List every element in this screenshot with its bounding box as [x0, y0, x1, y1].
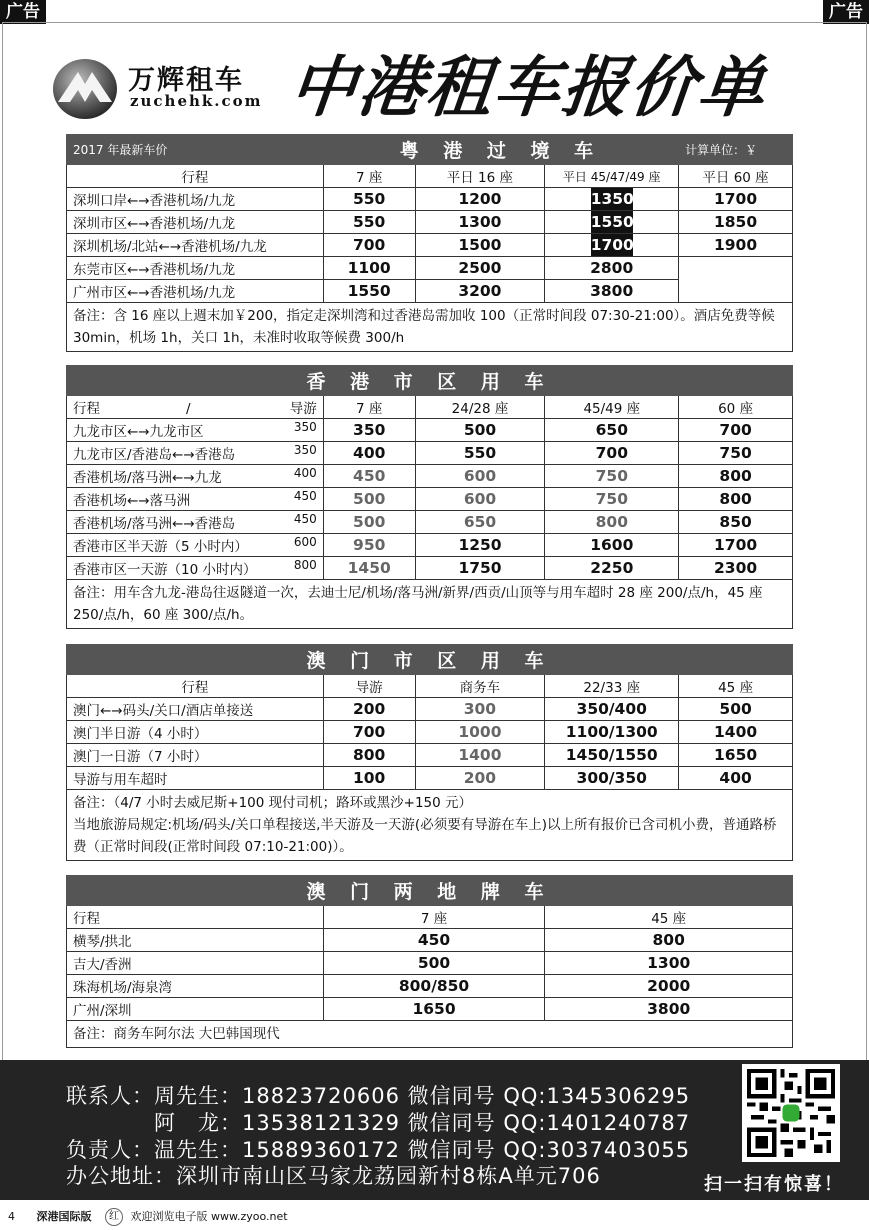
table-row	[67, 257, 793, 280]
table-row	[67, 511, 793, 534]
price-cell: 400	[679, 767, 793, 790]
price-cell: 550	[323, 211, 415, 234]
route-cell: 澳门一日游（7 小时）	[67, 744, 324, 767]
edition-badge-icon: 红	[105, 1208, 123, 1226]
route-cell	[67, 488, 324, 511]
price-cell: 3200	[415, 280, 545, 303]
brand-name: 万辉租车	[128, 65, 244, 96]
price-cell: 2300	[679, 557, 793, 580]
route-cell	[67, 557, 324, 580]
table-row	[67, 698, 793, 721]
route-cell: 导游与用车超时	[67, 767, 324, 790]
col-header: 行程	[67, 165, 324, 188]
scan-prompt: 扫一扫有惊喜！	[704, 1174, 844, 1195]
section-note	[67, 790, 793, 861]
contact-line: 联系人：周先生：18823720606 微信同号 QQ:1345306295	[66, 1084, 691, 1108]
price-cell: 700	[679, 419, 793, 442]
empty-cell	[679, 257, 793, 303]
route-cell: 深圳市区←→香港机场/九龙	[67, 211, 324, 234]
section-year-label: 2017 年最新车价	[67, 135, 324, 165]
table-row	[67, 465, 793, 488]
price-cell: 2500	[415, 257, 545, 280]
route-cell: 广州/深圳	[67, 998, 324, 1021]
price-cell: 2250	[545, 557, 679, 580]
price-cell: 200	[415, 767, 545, 790]
section-title: 香 港 市 区 用 车	[67, 366, 793, 396]
section-note: 备注：含 16 座以上週末加￥200，指定走深圳湾和过香港岛需加收 100（正常时间段 07:30-21:00）。酒店免费等候 30min，机场 1h，关口 1h，未准时收取等候费 300/h	[67, 303, 793, 352]
price-cell: 1100	[323, 257, 415, 280]
table-row	[67, 744, 793, 767]
price-cell: 500	[323, 488, 415, 511]
route-name: 九龙市区/香港岛←→香港岛	[73, 447, 236, 463]
price-cell: 700	[323, 721, 415, 744]
section-note: 备注：用车含九龙-港岛往返隧道一次，去迪士尼/机场/落马洲/新界/西贡/山顶等与用车超时 28 座 200/点/h，45 座 250/点/h，60 座 300/点/h。	[67, 580, 793, 629]
col-header: 24/28 座	[415, 396, 545, 419]
price-cell: 1900	[679, 234, 793, 257]
guide-price: 350	[293, 443, 317, 457]
route-name: 九龙市区←→九龙市区	[73, 424, 204, 440]
price-cell-highlight	[545, 211, 679, 234]
ad-label-left: 广告	[0, 0, 46, 24]
price-cell: 1650	[679, 744, 793, 767]
col-header-route	[67, 396, 324, 419]
price-cell: 1700	[679, 188, 793, 211]
section-title: 澳 门 市 区 用 车	[67, 645, 793, 675]
col-header: 导游	[289, 401, 317, 417]
cross-border-table	[66, 134, 793, 352]
price-cell: 2800	[545, 257, 679, 280]
price-cell: 1500	[415, 234, 545, 257]
table-row	[67, 419, 793, 442]
address-line: 办公地址：深圳市南山区马家龙荔园新村8栋A单元706	[66, 1164, 601, 1188]
price-cell: 1300	[545, 952, 793, 975]
price-value: 1350	[590, 190, 634, 208]
col-header: 商务车	[415, 675, 545, 698]
price-cell: 750	[545, 488, 679, 511]
contact-line: 负责人：温先生：15889360172 微信同号 QQ:3037403055	[66, 1138, 691, 1162]
guide-price: 600	[293, 535, 317, 549]
table-row	[67, 557, 793, 580]
macau-city-table	[66, 644, 793, 861]
section-title: 澳 门 两 地 牌 车	[67, 876, 793, 906]
col-header: 平日 60 座	[679, 165, 793, 188]
col-header: 60 座	[679, 396, 793, 419]
column-headers	[67, 906, 793, 929]
guide-price: 400	[293, 466, 317, 480]
price-cell: 1450	[323, 557, 415, 580]
price-cell: 1300	[415, 211, 545, 234]
price-cell: 800	[679, 465, 793, 488]
price-cell: 750	[679, 442, 793, 465]
price-cell: 1550	[323, 280, 415, 303]
table-row	[67, 488, 793, 511]
table-row	[67, 975, 793, 998]
page-number: 4	[8, 1210, 15, 1223]
route-name: 香港市区一天游（10 小时内）	[73, 562, 257, 578]
price-cell: 450	[323, 465, 415, 488]
col-header: 7 座	[323, 396, 415, 419]
table-row	[67, 721, 793, 744]
hk-city-table	[66, 365, 793, 629]
route-cell	[67, 465, 324, 488]
price-cell: 800/850	[323, 975, 545, 998]
brand-logo-icon	[52, 58, 118, 120]
price-cell: 1100/1300	[545, 721, 679, 744]
column-headers	[67, 396, 793, 419]
price-cell: 1700	[679, 534, 793, 557]
route-cell: 深圳机场/北站←→香港机场/九龙	[67, 234, 324, 257]
route-cell: 深圳口岸←→香港机场/九龙	[67, 188, 324, 211]
col-header: 22/33 座	[545, 675, 679, 698]
price-cell: 350/400	[545, 698, 679, 721]
route-cell: 澳门←→码头/关口/酒店单接送	[67, 698, 324, 721]
guide-price: 800	[293, 558, 317, 572]
price-cell: 600	[415, 488, 545, 511]
price-cell: 800	[679, 488, 793, 511]
price-cell: 700	[545, 442, 679, 465]
price-value: 1550	[590, 213, 634, 231]
price-cell: 550	[323, 188, 415, 211]
ad-label-right: 广告	[823, 0, 869, 24]
page-bottom-bar	[0, 1204, 869, 1230]
qr-code-icon	[742, 1064, 840, 1162]
table-row	[67, 998, 793, 1021]
col-header: 平日 45/47/49 座	[545, 165, 679, 188]
table-row	[67, 211, 793, 234]
price-cell: 500	[415, 419, 545, 442]
price-cell: 850	[679, 511, 793, 534]
price-cell: 450	[323, 929, 545, 952]
route-name: 香港机场/落马洲←→九龙	[73, 470, 222, 486]
price-cell: 1200	[415, 188, 545, 211]
price-cell: 3800	[545, 280, 679, 303]
price-cell-highlight	[545, 234, 679, 257]
route-cell: 横琴/拱北	[67, 929, 324, 952]
brand-site: zuchehk.com	[130, 92, 263, 110]
price-value: 1700	[590, 236, 634, 254]
guide-price: 450	[293, 489, 317, 503]
note-line: 备注：（4/7 小时去威尼斯+100 现付司机；路环或黑沙+150 元）	[73, 795, 473, 811]
col-header: 行程	[67, 675, 324, 698]
col-header: 平日 16 座	[415, 165, 545, 188]
price-cell: 650	[545, 419, 679, 442]
price-cell: 1400	[679, 721, 793, 744]
price-cell: 500	[323, 952, 545, 975]
col-header: 行程	[73, 401, 100, 417]
guide-price: 450	[293, 512, 317, 526]
route-cell	[67, 511, 324, 534]
col-header: 45/49 座	[545, 396, 679, 419]
table-row	[67, 929, 793, 952]
price-cell: 500	[323, 511, 415, 534]
table-row	[67, 442, 793, 465]
col-header: 45 座	[679, 675, 793, 698]
macau-dual-plate-table	[66, 875, 793, 1048]
price-cell: 950	[323, 534, 415, 557]
price-cell: 400	[323, 442, 415, 465]
route-cell: 吉大/香洲	[67, 952, 324, 975]
section-title: 粤 港 过 境 车	[323, 135, 678, 165]
col-header: 45 座	[545, 906, 793, 929]
price-cell: 650	[415, 511, 545, 534]
price-cell: 700	[323, 234, 415, 257]
col-header-separator: /	[186, 401, 191, 417]
col-header: 行程	[67, 906, 324, 929]
table-row	[67, 952, 793, 975]
contact-footer	[0, 1060, 869, 1200]
price-cell: 1450/1550	[545, 744, 679, 767]
route-name: 香港机场←→落马洲	[73, 493, 191, 509]
price-cell: 1400	[415, 744, 545, 767]
price-cell: 500	[679, 698, 793, 721]
column-headers	[67, 675, 793, 698]
price-cell: 800	[545, 929, 793, 952]
table-row	[67, 534, 793, 557]
table-row	[67, 767, 793, 790]
table-row	[67, 234, 793, 257]
price-cell: 550	[415, 442, 545, 465]
route-cell: 珠海机场/海泉湾	[67, 975, 324, 998]
price-cell: 1850	[679, 211, 793, 234]
col-header: 7 座	[323, 906, 545, 929]
price-cell: 2000	[545, 975, 793, 998]
price-cell: 1750	[415, 557, 545, 580]
price-cell: 200	[323, 698, 415, 721]
price-cell: 1650	[323, 998, 545, 1021]
route-cell: 广州市区←→香港机场/九龙	[67, 280, 324, 303]
section-note: 备注：商务车阿尔法 大巴韩国现代	[67, 1021, 793, 1048]
contact-line: 阿 龙：13538121329 微信同号 QQ:1401240787	[66, 1111, 691, 1135]
price-cell: 100	[323, 767, 415, 790]
price-cell-highlight	[545, 188, 679, 211]
edition-name: 深港国际版	[36, 1210, 92, 1223]
price-cell: 350	[323, 419, 415, 442]
col-header: 导游	[323, 675, 415, 698]
note-line: 当地旅游局规定:机场/码头/关口单程接送,半天游及一天游(必须要有导游在车上)以上所有报价已含司机小费，普通路桥费（正常时间段(正常时间段 07:10-21:00)）。	[73, 817, 777, 855]
price-cell: 1000	[415, 721, 545, 744]
price-cell: 300/350	[545, 767, 679, 790]
col-header: 7 座	[323, 165, 415, 188]
price-cell: 800	[545, 511, 679, 534]
route-cell	[67, 419, 324, 442]
welcome-link[interactable]: 欢迎浏览电子版 www.zyoo.net	[130, 1210, 288, 1223]
currency-unit: 计算单位：￥	[679, 135, 793, 165]
price-cell: 1600	[545, 534, 679, 557]
price-cell: 1250	[415, 534, 545, 557]
price-cell: 750	[545, 465, 679, 488]
route-name: 香港机场/落马洲←→香港岛	[73, 516, 236, 532]
route-cell	[67, 534, 324, 557]
price-cell: 3800	[545, 998, 793, 1021]
route-name: 香港市区半天游（5 小时内）	[73, 539, 248, 555]
guide-price: 350	[293, 420, 317, 434]
price-cell: 600	[415, 465, 545, 488]
route-cell: 东莞市区←→香港机场/九龙	[67, 257, 324, 280]
route-cell: 澳门半日游（4 小时）	[67, 721, 324, 744]
route-cell	[67, 442, 324, 465]
price-cell: 300	[415, 698, 545, 721]
price-cell: 800	[323, 744, 415, 767]
column-headers	[67, 165, 793, 188]
table-row	[67, 188, 793, 211]
section-header	[67, 135, 793, 165]
page-title: 中港租车报价单	[286, 49, 771, 126]
